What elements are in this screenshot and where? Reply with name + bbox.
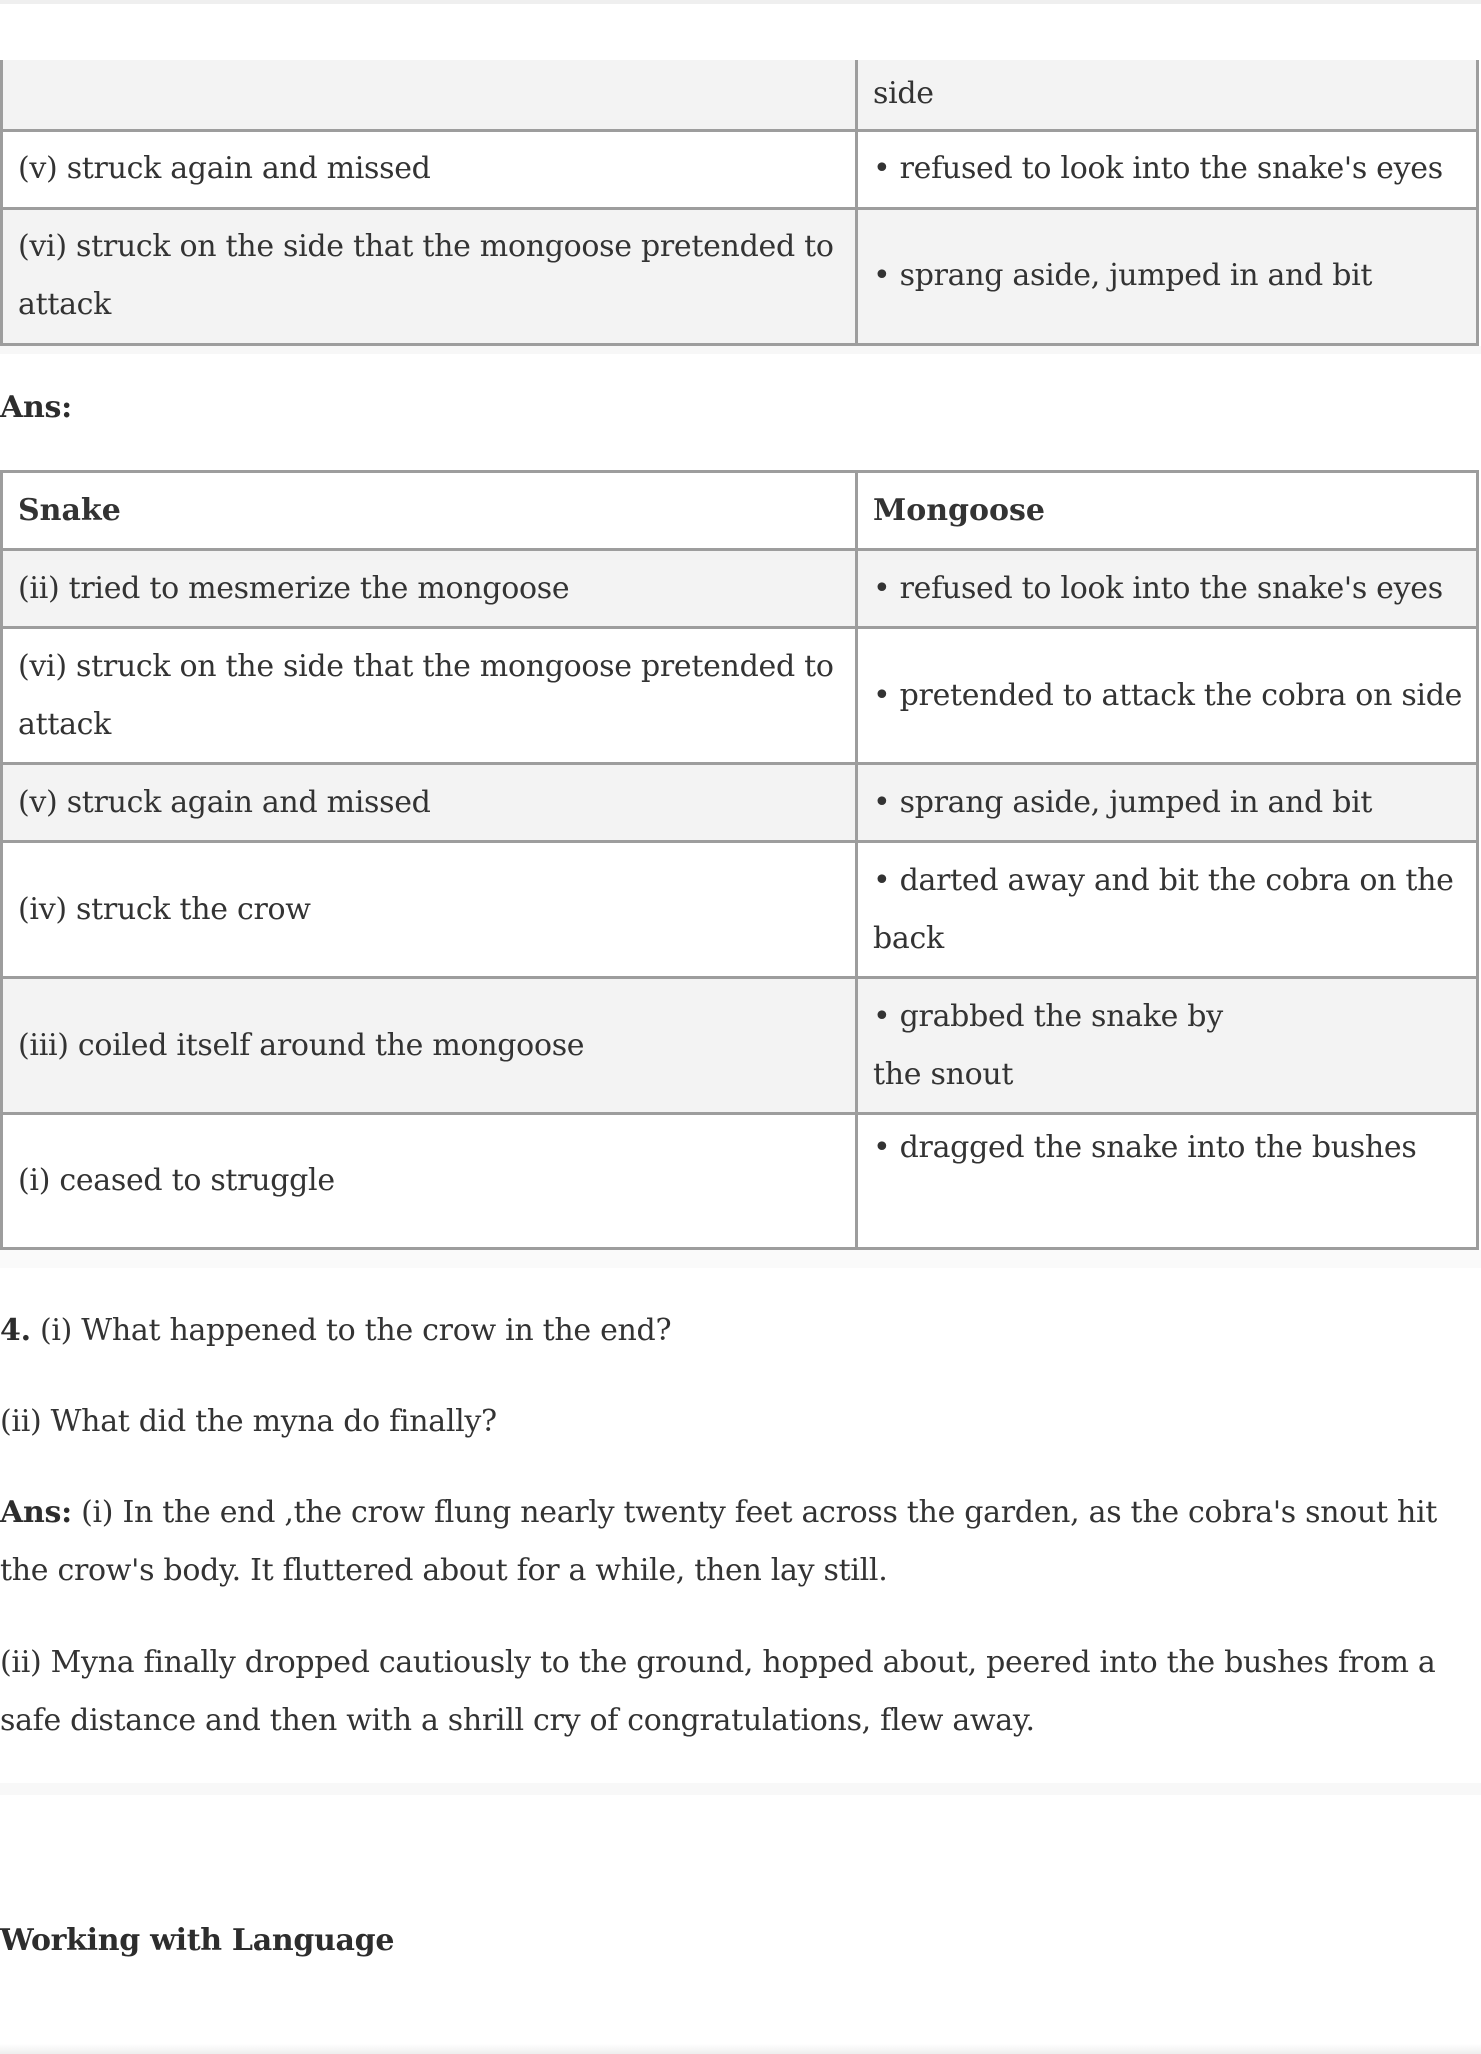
section-divider [0, 346, 1481, 354]
bottom-divider [0, 2044, 1481, 2054]
mongoose-cell: • refused to look into the snake's eyes [857, 130, 1478, 208]
snake-cell: (vi) struck on the side that the mongoose pretended to attack [2, 208, 857, 344]
table-row [2, 130, 1478, 208]
snake-cell: (i) ceased to struggle [2, 1114, 857, 1249]
snake-cell [2, 60, 857, 130]
header-snake: Snake [2, 472, 857, 550]
table-row [2, 208, 1478, 344]
question-4-part-2: (ii) What did the myna do finally? [0, 1404, 497, 1439]
table-row [2, 550, 1478, 628]
snake-cell: (ii) tried to mesmerize the mongoose [2, 550, 857, 628]
mongoose-cell: • sprang aside, jumped in and bit [857, 764, 1478, 842]
table-row [2, 978, 1478, 1114]
answer-table [0, 470, 1479, 1250]
mongoose-cell [857, 978, 1478, 1114]
table-row [2, 764, 1478, 842]
mongoose-cell: • pretended to attack the cobra on side [857, 628, 1478, 764]
top-divider [0, 0, 1481, 4]
mongoose-line: • grabbed the snake by [873, 998, 1223, 1034]
question-table [0, 60, 1479, 346]
mongoose-cell: • refused to look into the snake's eyes [857, 550, 1478, 628]
mongoose-cell: side [857, 60, 1478, 130]
answer-text: (i) In the end ,the crow flung nearly twenty feet across the garden, as the cobra's snout hit the crow's body. It fluttered about for a while, then lay still. [0, 1495, 1438, 1588]
mongoose-cell: • darted away and bit the cobra on the back [857, 842, 1478, 978]
question-4-part-1 [0, 1302, 1470, 1360]
mongoose-cell: • sprang aside, jumped in and bit [857, 208, 1478, 344]
table-row [2, 60, 1478, 130]
snake-cell: (vi) struck on the side that the mongoose pretended to attack [2, 628, 857, 764]
table-row [2, 842, 1478, 978]
snake-cell: (v) struck again and missed [2, 764, 857, 842]
mongoose-line: the snout [873, 1056, 1014, 1092]
answer-4-part-1 [0, 1484, 1470, 1600]
snake-cell: (iv) struck the crow [2, 842, 857, 978]
section-divider [0, 1783, 1481, 1795]
answer-4-part-2: (ii) Myna finally dropped cautiously to the ground, hopped about, peered into the bushes from a safe distance and then with a shrill cry of congratulations, flew away. [0, 1645, 1436, 1738]
section-heading: Working with Language [0, 1923, 395, 1958]
header-mongoose: Mongoose [857, 472, 1478, 550]
snake-cell: (iii) coiled itself around the mongoose [2, 978, 857, 1114]
table-row [2, 628, 1478, 764]
snake-cell: (v) struck again and missed [2, 130, 857, 208]
mongoose-cell: • dragged the snake into the bushes [857, 1114, 1478, 1249]
table-row [2, 1114, 1478, 1249]
table-header-row [2, 472, 1478, 550]
question-number: 4. [0, 1313, 31, 1348]
question-text: (i) What happened to the crow in the end? [39, 1313, 672, 1348]
section-divider [0, 1250, 1481, 1268]
answer-label: Ans: [0, 1495, 72, 1530]
answer-label: Ans: [0, 390, 72, 425]
